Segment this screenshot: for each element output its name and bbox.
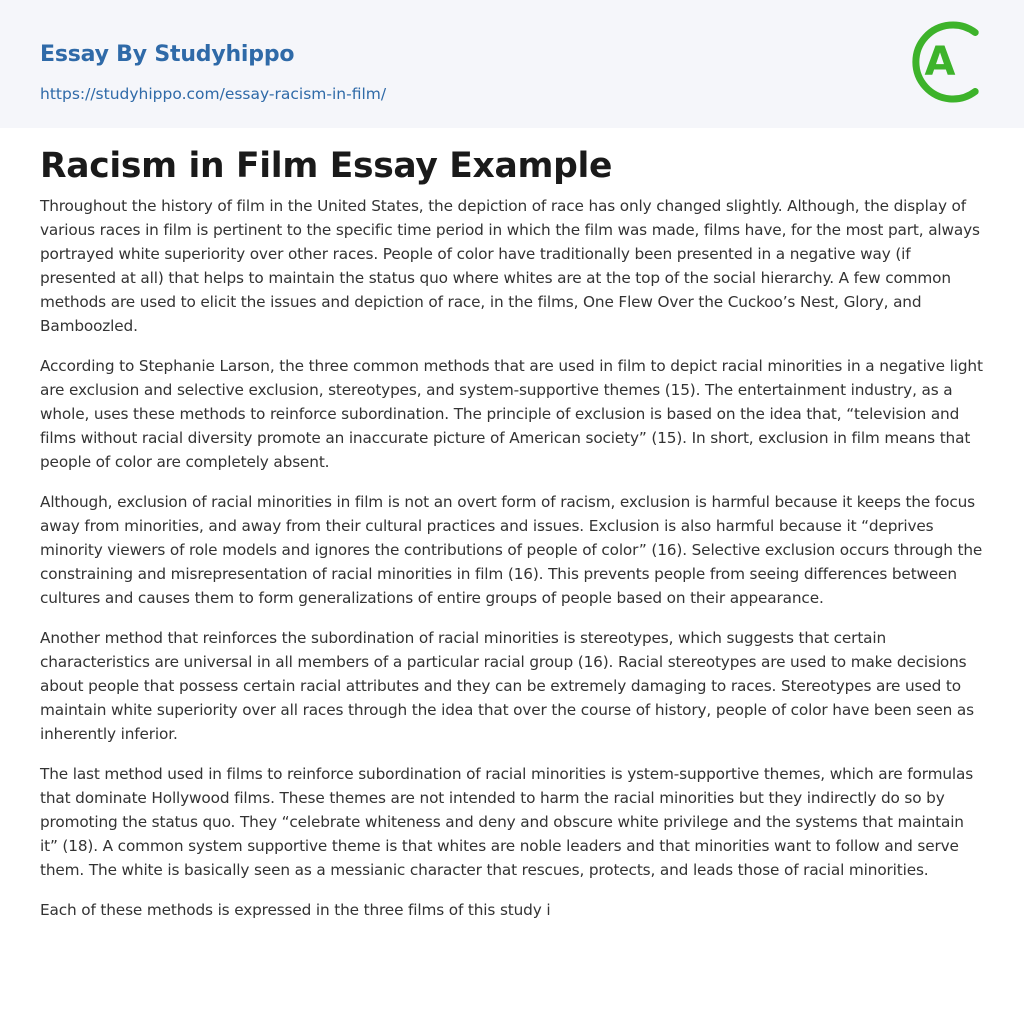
studyhippo-logo-icon[interactable] [912,19,986,105]
essay-url-link[interactable]: https://studyhippo.com/essay-racism-in-film/ [40,85,387,103]
essay-paragraph: Throughout the history of film in the United States, the depiction of race has only changed slightly. Although, the display of various races in film is pertinent to the specific time period in which the film was made, films have, for the most part, always portrayed white superiority over other races. People of color have traditionally been presented in a negative way (if presented at all) that helps to maintain the status quo where whites are at the top of the social hierarchy. A few common methods are used to elicit the issues and depiction of race, in the films, One Flew Over the Cuckoo’s Nest, Glory, and Bamboozled. [40,197,980,335]
essay-body [40,194,986,938]
essay-paragraph: According to Stephanie Larson, the three common methods that are used in film to depict racial minorities in a negative light are exclusion and selective exclusion, stereotypes, and system-supportive themes (15). The entertainment industry, as a whole, uses these methods to reinforce subordination. The principle of exclusion is based on the idea that, “television and films without racial diversity promote an inaccurate picture of American society” (15). In short, exclusion in film means that people of color are completely absent. [40,357,983,471]
logo-letter: A [924,39,956,85]
essay-paragraph: Although, exclusion of racial minorities in film is not an overt form of racism, exclusion is harmful because it keeps the focus away from minorities, and away from their cultural practices and issues. Exclusion is also harmful because it “deprives minority viewers of role models and ignores the contributions of people of color” (16). Selective exclusion occurs through the constraining and misrepresentation of racial minorities in film (16). This prevents people from seeing differences between cultures and causes them to form generalizations of entire groups of people based on their appearance. [40,493,983,607]
site-brand[interactable]: Essay By Studyhippo [40,42,295,67]
site-header [0,0,1024,128]
essay-paragraph-truncated: Each of these methods is expressed in the three films of this study i [40,901,551,919]
essay-paragraph: The last method used in films to reinforce subordination of racial minorities is ystem-supportive themes, which are formulas that dominate Hollywood films. These themes are not intended to harm the racial minorities but they indirectly do so by promoting the status quo. They “celebrate whiteness and deny and obscure white privilege and the systems that maintain it” (18). A common system supportive theme is that whites are noble leaders and that minorities want to follow and serve them. The white is basically seen as a messianic character that rescues, protects, and leads those of racial minorities. [40,765,974,879]
essay-paragraph: Another method that reinforces the subordination of racial minorities is stereotypes, which suggests that certain characteristics are universal in all members of a particular racial group (16). Racial stereotypes are used to make decisions about people that possess certain racial attributes and they can be extremely damaging to races. Stereotypes are used to maintain white superiority over all races through the idea that over the course of history, people of color have been seen as inherently inferior. [40,629,974,743]
essay-title: Racism in Film Essay Example [40,146,613,186]
